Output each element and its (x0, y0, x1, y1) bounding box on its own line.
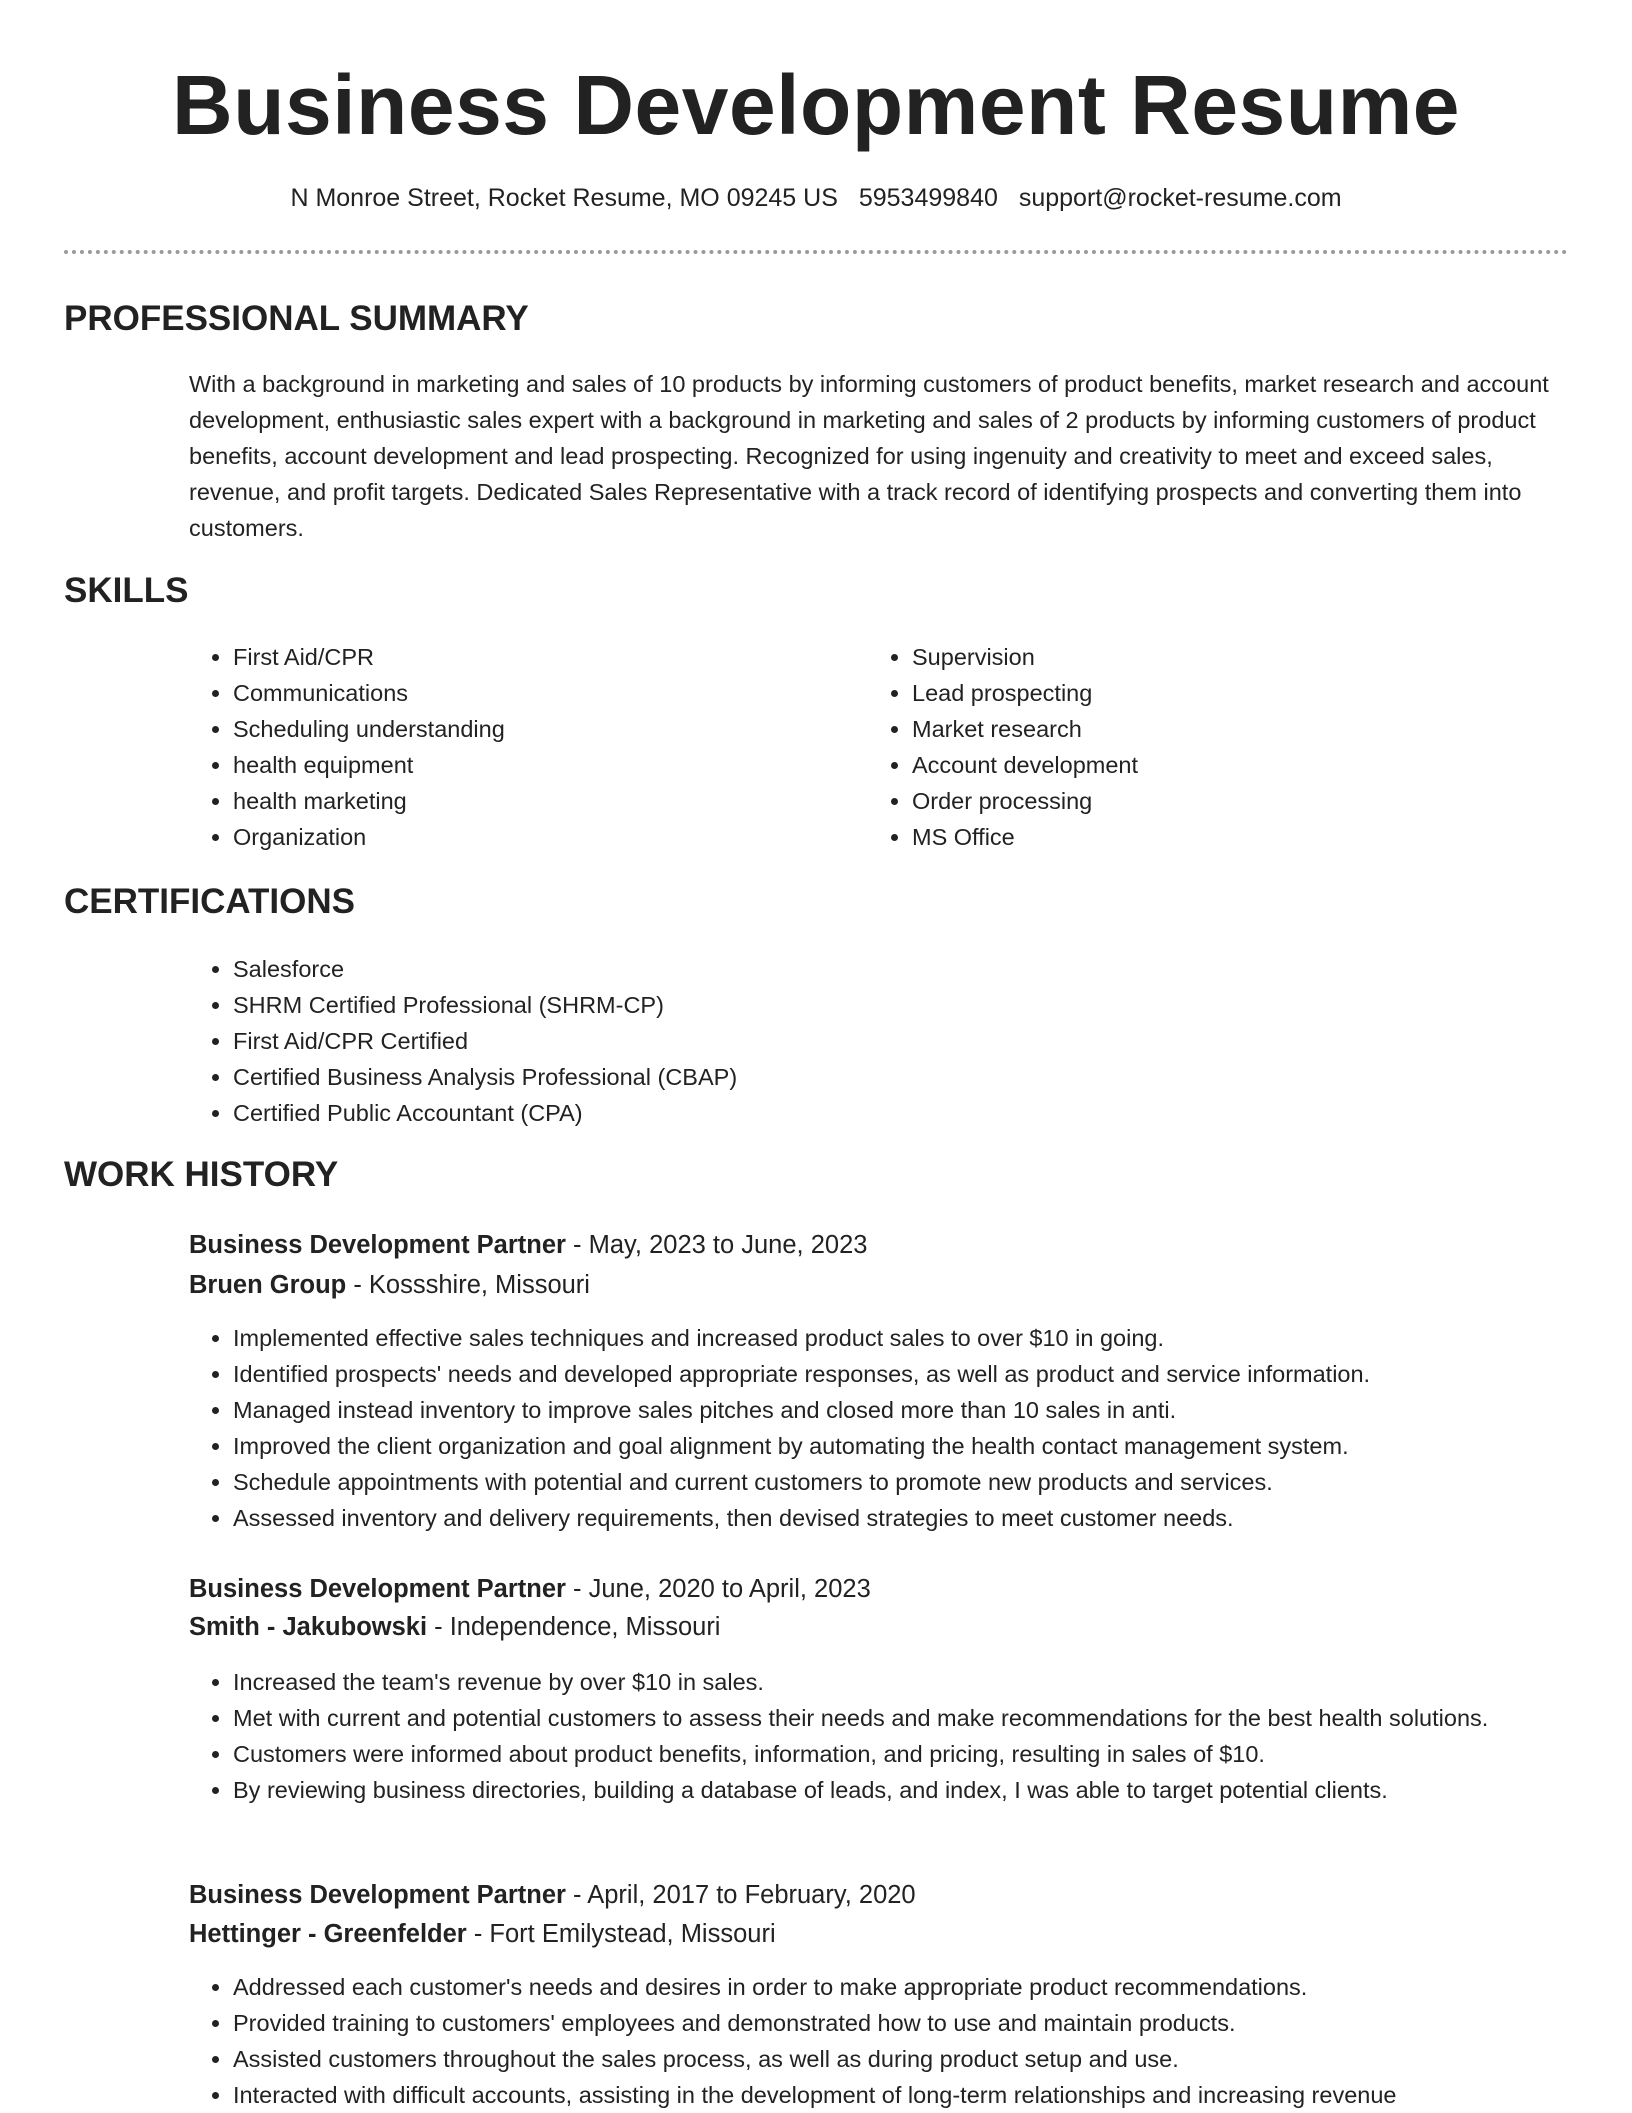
resume-title: Business Development Resume (172, 58, 1460, 152)
certification-item: • SHRM Certified Professional (SHRM-CP) (233, 987, 737, 1023)
contact-phone: 5953499840 (858, 184, 998, 212)
skill-item: • Market research (912, 711, 1138, 747)
job-company: Hettinger - Greenfelder (189, 1920, 467, 1948)
job-bullet: • Assessed inventory and delivery requirements, then devised strategies to meet customer needs. (233, 1500, 1370, 1536)
skill-item: • Organization (233, 819, 505, 855)
job-location: - Fort Emilystead, Missouri (466, 1920, 776, 1948)
job-location: - Kossshire, Missouri (346, 1271, 590, 1299)
job-bullet: • Increased the team's revenue by over $10 in sales. (233, 1664, 1561, 1700)
job-bullet: • Interacted with difficult accounts, assisting in the development of long-term relationships and increasing revenue (233, 2077, 1396, 2113)
contact-email: support@rocket-resume.com (1018, 184, 1342, 212)
work-history-heading: WORK HISTORY (64, 1155, 339, 1194)
certification-item: • First Aid/CPR Certified (233, 1023, 737, 1059)
job-bullets (189, 1969, 1396, 2113)
certification-item: • Salesforce (233, 951, 737, 987)
job-location: - Independence, Missouri (427, 1613, 721, 1641)
summary-heading: PROFESSIONAL SUMMARY (64, 299, 529, 338)
job-bullet: • Assisted customers throughout the sales process, as well as during product setup and use. (233, 2041, 1396, 2077)
certification-item: • Certified Business Analysis Professional (CBAP) (233, 1059, 737, 1095)
job-title: Business Development Partner (189, 1575, 566, 1603)
skills-list-right (868, 639, 1138, 855)
job-dates: - April, 2017 to February, 2020 (565, 1881, 916, 1909)
job-bullets (189, 1664, 1561, 1808)
job-title: Business Development Partner (189, 1881, 566, 1909)
job-bullet: • Identified prospects' needs and developed appropriate responses, as well as product and service information. (233, 1356, 1370, 1392)
skill-item: • Scheduling understanding (233, 711, 505, 747)
certifications-list (189, 951, 737, 1131)
job-bullets (189, 1320, 1370, 1536)
skill-item: • MS Office (912, 819, 1138, 855)
skill-item: • First Aid/CPR (233, 639, 505, 675)
certifications-heading: CERTIFICATIONS (64, 882, 356, 921)
job-bullet: • Customers were informed about product benefits, information, and pricing, resulting in sales of $10. (233, 1736, 1561, 1772)
job-company-line (189, 1267, 590, 1303)
job-company-line (189, 1916, 776, 1952)
certification-item: • Certified Public Accountant (CPA) (233, 1095, 737, 1131)
job-company: Smith - Jakubowski (189, 1613, 428, 1641)
skill-item: • Order processing (912, 783, 1138, 819)
contact-line (0, 180, 1632, 216)
job-bullet: • Managed instead inventory to improve sales pitches and closed more than 10 sales in anti. (233, 1392, 1370, 1428)
contact-address: N Monroe Street, Rocket Resume, MO 09245 US (290, 184, 838, 212)
skill-item: • health marketing (233, 783, 505, 819)
skill-item: • Supervision (912, 639, 1138, 675)
job-company-line (189, 1609, 720, 1645)
skills-list-left (189, 639, 505, 855)
job-title: Business Development Partner (189, 1231, 566, 1259)
summary-text: With a background in marketing and sales of 10 products by informing customers of product benefits, market research and account development, enthusiastic sales expert with a background in marketing and sales of 2 products by informing customers of product benefits, account development and lead prospecting. Recognized for using ingenuity and creativity to meet and exceed sales, revenue, and profit targets. Dedicated Sales Representative with a track record of identifying prospects and converting them into customers. (189, 371, 1549, 541)
job-bullet: • Schedule appointments with potential and current customers to promote new products and services. (233, 1464, 1370, 1500)
job-dates: - June, 2020 to April, 2023 (565, 1575, 871, 1603)
job-bullet: • Provided training to customers' employees and demonstrated how to use and maintain products. (233, 2005, 1396, 2041)
job-title-line (189, 1571, 871, 1607)
job-company: Bruen Group (189, 1271, 347, 1299)
skill-item: • Account development (912, 747, 1138, 783)
header-divider (64, 250, 1568, 254)
skill-item: • health equipment (233, 747, 505, 783)
skill-item: • Communications (233, 675, 505, 711)
job-dates: - May, 2023 to June, 2023 (565, 1231, 868, 1259)
skills-heading: SKILLS (64, 571, 189, 610)
job-title-line (189, 1877, 916, 1913)
job-bullet: • By reviewing business directories, building a database of leads, and index, I was able to target potential clients. (233, 1772, 1561, 1808)
job-bullet: • Met with current and potential customers to assess their needs and make recommendations for the best health solutions. (233, 1700, 1561, 1736)
job-title-line (189, 1227, 867, 1263)
skill-item: • Lead prospecting (912, 675, 1138, 711)
job-bullet: • Implemented effective sales techniques and increased product sales to over $10 in going. (233, 1320, 1370, 1356)
job-bullet: • Improved the client organization and goal alignment by automating the health contact management system. (233, 1428, 1370, 1464)
job-bullet: • Addressed each customer's needs and desires in order to make appropriate product recommendations. (233, 1969, 1396, 2005)
